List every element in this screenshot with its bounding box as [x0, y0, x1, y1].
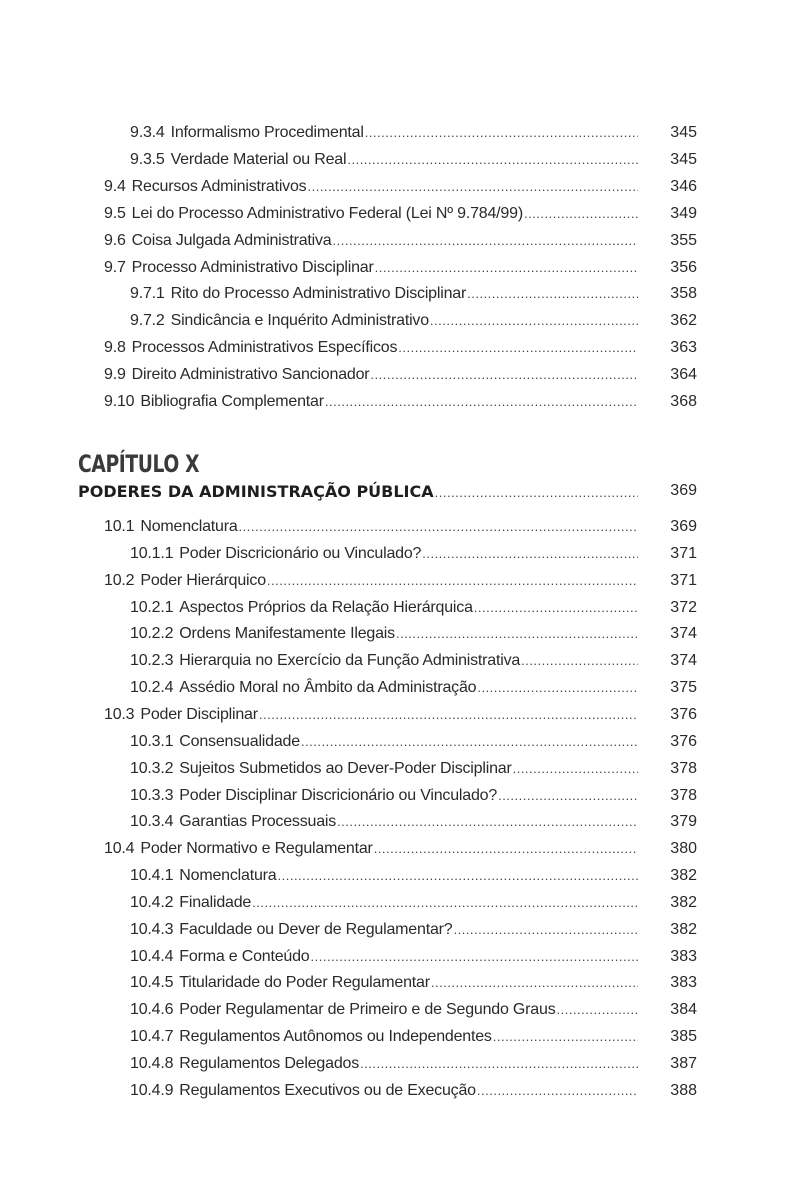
- toc-entry[interactable]: [130, 948, 638, 972]
- toc-entry-number: 10.4.3: [130, 920, 174, 938]
- toc-entry-page-number: 376: [670, 705, 697, 723]
- toc-entry[interactable]: [130, 974, 638, 998]
- toc-entry-text: [130, 867, 277, 885]
- toc-entry[interactable]: [130, 625, 638, 649]
- toc-entry[interactable]: [130, 124, 638, 148]
- toc-entry-number: 9.6: [104, 231, 126, 249]
- toc-entry-title: Finalidade: [179, 893, 252, 911]
- chapter-page-number: 369: [670, 482, 697, 499]
- toc-entry-number: 10.4.8: [130, 1055, 174, 1072]
- toc-entry[interactable]: [130, 921, 638, 945]
- toc-entry-number: 10.4.6: [130, 1001, 174, 1019]
- toc-entry[interactable]: [130, 1001, 638, 1025]
- leader-dots: [375, 260, 638, 275]
- toc-entry[interactable]: [130, 312, 638, 336]
- toc-entry-number: 9.8: [104, 339, 126, 357]
- toc-entry[interactable]: [130, 679, 638, 703]
- toc-entry-number: 10.4.2: [130, 893, 174, 911]
- toc-entry-text: [104, 339, 397, 357]
- toc-entry-title: Ordens Manifestamente Ilegais: [179, 625, 395, 643]
- toc-entry-number: 10.3.2: [130, 759, 174, 777]
- toc-entry-page-number: 371: [670, 571, 697, 589]
- toc-entry[interactable]: [104, 706, 638, 730]
- toc-entry-title: Aspectos Próprios da Relação Hierárquica: [179, 598, 473, 616]
- toc-entry-title: Rito do Processo Administrativo Disciplinar: [170, 285, 467, 303]
- leader-dots: [521, 653, 638, 668]
- toc-entry-page-number: 363: [670, 339, 697, 357]
- toc-entry-title: Bibliografia Complementar: [140, 393, 324, 410]
- leader-dots: [477, 680, 638, 695]
- leader-dots: [325, 394, 638, 409]
- toc-entry-number: 10.1: [104, 518, 135, 535]
- toc-entry-number: 10.4.1: [130, 867, 174, 885]
- leader-dots: [396, 626, 638, 641]
- toc-entry[interactable]: [130, 1028, 638, 1052]
- leader-dots: [365, 125, 638, 140]
- toc-entry-text: [130, 1082, 476, 1100]
- leader-dots: [453, 922, 638, 937]
- toc-entry-title: Forma e Conteúdo: [179, 947, 310, 965]
- toc-entry-page-number: 345: [670, 124, 697, 141]
- toc-entry-title: Nomenclatura: [140, 518, 238, 535]
- toc-entry[interactable]: [130, 760, 638, 784]
- toc-entry-title: Consensualidade: [179, 732, 300, 750]
- toc-entry-title: Sindicância e Inquérito Administrativo: [170, 312, 429, 330]
- toc-entry[interactable]: [130, 545, 638, 569]
- toc-entry-title: Processos Administrativos Específicos: [131, 339, 398, 357]
- toc-entry-title: Poder Normativo e Regulamentar: [140, 840, 373, 858]
- toc-entry-page-number: 345: [670, 150, 697, 168]
- toc-entry-page-number: 375: [670, 679, 697, 697]
- toc-entry-number: 9.7.2: [130, 312, 165, 330]
- toc-entry[interactable]: [130, 733, 638, 757]
- toc-entry-title: Hierarquia no Exercício da Função Administrativa: [179, 652, 521, 670]
- toc-entry-number: 9.3.4: [130, 124, 165, 141]
- toc-entry-text: [104, 178, 306, 196]
- toc-entry-title: Poder Disciplinar: [140, 705, 258, 723]
- toc-entry-text: [104, 259, 374, 277]
- toc-entry-title: Verdade Material ou Real: [170, 150, 347, 168]
- toc-entry[interactable]: [104, 339, 638, 363]
- toc-entry-page-number: 376: [670, 732, 697, 750]
- leader-dots: [333, 233, 639, 248]
- toc-entry-title: Regulamentos Executivos ou de Execução: [179, 1081, 476, 1099]
- toc-entry-number: 9.9: [104, 366, 126, 384]
- leader-dots: [524, 206, 638, 221]
- leader-dots: [477, 1083, 638, 1098]
- toc-entry-text: [130, 894, 251, 912]
- toc-entry-number: 10.3.1: [130, 732, 174, 750]
- toc-entry-number: 10.4.9: [130, 1081, 174, 1099]
- toc-entry-page-number: 374: [670, 652, 697, 670]
- toc-entry[interactable]: [104, 205, 638, 229]
- toc-entry-text: [104, 232, 332, 250]
- leader-dots: [307, 179, 638, 194]
- leader-dots: [374, 841, 638, 856]
- toc-entry[interactable]: [104, 572, 638, 596]
- toc-entry-number: 10.4.5: [130, 974, 174, 992]
- leader-dots: [474, 600, 638, 615]
- toc-entry-title: Titularidade do Poder Regulamentar: [179, 974, 430, 992]
- toc-entry-number: 10.3: [104, 705, 135, 723]
- toc-entry[interactable]: [130, 787, 638, 811]
- toc-entry-text: [104, 518, 238, 536]
- toc-entry-text: [130, 787, 497, 805]
- toc-entry-text: [130, 679, 476, 697]
- leader-dots: [252, 895, 638, 910]
- toc-entry-page-number: 364: [670, 366, 697, 384]
- toc-entry-page-number: 383: [670, 947, 697, 965]
- toc-entry-page-number: 346: [670, 177, 697, 195]
- toc-entry-text: [130, 652, 520, 670]
- leader-dots: [347, 152, 638, 167]
- toc-entry-title: Processo Administrativo Disciplinar: [131, 258, 374, 276]
- toc-entry-title: Coisa Julgada Administrativa: [131, 231, 332, 249]
- toc-entry-title: Poder Discricionário ou Vinculado?: [179, 544, 422, 562]
- leader-dots: [513, 761, 638, 776]
- toc-entry-page-number: 382: [670, 893, 697, 911]
- toc-entry-number: 10.4.4: [130, 947, 174, 965]
- toc-entry-number: 9.3.5: [130, 150, 165, 168]
- toc-entry-number: 10.4.7: [130, 1028, 174, 1046]
- toc-entry-number: 9.5: [104, 204, 126, 222]
- toc-entry-page-number: 385: [670, 1028, 697, 1046]
- toc-entry-title: Faculdade ou Dever de Regulamentar?: [179, 920, 453, 938]
- toc-entry-text: [130, 1028, 492, 1046]
- toc-entry-page-number: 362: [670, 312, 697, 330]
- toc-entry-page-number: 349: [670, 204, 697, 222]
- toc-entry-number: 10.2.1: [130, 598, 174, 616]
- toc-entry-text: [104, 393, 324, 411]
- leader-dots: [422, 546, 638, 561]
- toc-entry-text: [104, 366, 369, 384]
- leader-dots: [398, 340, 638, 355]
- toc-entry-title: Sujeitos Submetidos ao Dever-Poder Disciplinar: [179, 759, 512, 777]
- toc-entry-page-number: 384: [670, 1001, 697, 1019]
- toc-entry-text: [104, 840, 373, 858]
- toc-entry-number: 9.4: [104, 177, 126, 195]
- toc-entry-page-number: 383: [670, 974, 697, 992]
- toc-entry-page-number: 374: [670, 625, 697, 643]
- toc-entry[interactable]: [104, 366, 638, 390]
- toc-entry-page-number: 371: [670, 544, 697, 562]
- toc-entry-title: Nomenclatura: [179, 867, 277, 885]
- toc-entry-page-number: 379: [670, 813, 697, 831]
- toc-entry-page-number: 358: [670, 285, 697, 303]
- toc-entry[interactable]: [104, 178, 638, 202]
- leader-dots: [557, 1002, 639, 1017]
- toc-entry[interactable]: [130, 151, 638, 175]
- toc-entry[interactable]: [104, 518, 638, 542]
- toc-entry-page-number: 372: [670, 598, 697, 616]
- leader-dots: [467, 286, 638, 301]
- toc-entry-title: Informalismo Procedimental: [170, 124, 364, 141]
- leader-dots: [435, 485, 638, 500]
- toc-entry-text: [130, 312, 429, 330]
- toc-entry-title: Regulamentos Autônomos ou Independentes: [179, 1028, 492, 1046]
- toc-entry-number: 10.2: [104, 571, 135, 589]
- toc-entry-text: [130, 760, 512, 778]
- toc-entry-title: Poder Regulamentar de Primeiro e de Segundo Graus: [179, 1001, 556, 1019]
- toc-entry-number: 9.10: [104, 393, 135, 410]
- toc-entry-text: [130, 625, 395, 643]
- toc-entry[interactable]: [130, 652, 638, 676]
- toc-entry-number: 10.3.4: [130, 813, 174, 831]
- toc-entry-text: [130, 974, 430, 992]
- toc-entry-number: 10.4: [104, 840, 135, 858]
- toc-entry-text: [130, 285, 466, 303]
- chapter-label: CAPÍTULO X: [78, 450, 200, 478]
- toc-entry-text: [104, 706, 258, 724]
- toc-entry-page-number: 378: [670, 759, 697, 777]
- toc-entry-number: 10.2.2: [130, 625, 174, 643]
- toc-entry-text: [130, 1055, 359, 1073]
- leader-dots: [311, 949, 638, 964]
- leader-dots: [430, 313, 638, 328]
- toc-entry-page-number: 378: [670, 786, 697, 804]
- toc-entry[interactable]: [130, 813, 638, 837]
- toc-entry-number: 10.2.4: [130, 679, 174, 697]
- toc-entry-text: [130, 948, 310, 966]
- toc-entry-page-number: 387: [670, 1055, 697, 1072]
- leader-dots: [431, 975, 638, 990]
- leader-dots: [337, 814, 638, 829]
- leader-dots: [498, 788, 638, 803]
- toc-entry-text: [130, 599, 473, 617]
- toc-entry-title: Garantias Processuais: [179, 813, 337, 831]
- chapter-title-entry[interactable]: [78, 482, 638, 506]
- toc-entry[interactable]: [104, 393, 638, 417]
- toc-entry-number: 10.2.3: [130, 652, 174, 670]
- toc-entry-page-number: 382: [670, 867, 697, 885]
- toc-entry-number: 9.7.1: [130, 285, 165, 303]
- toc-entry[interactable]: [130, 894, 638, 918]
- toc-entry-text: [104, 205, 523, 223]
- toc-entry-text: [130, 151, 346, 169]
- leader-dots: [301, 734, 638, 749]
- toc-entry-page-number: 380: [670, 840, 697, 858]
- leader-dots: [259, 707, 638, 722]
- toc-entry-title: Direito Administrativo Sancionador: [131, 366, 370, 384]
- leader-dots: [278, 868, 639, 883]
- toc-entry-text: [130, 921, 452, 939]
- toc-entry-number: 10.3.3: [130, 786, 174, 804]
- toc-entry[interactable]: [130, 1055, 638, 1079]
- toc-entry-page-number: 388: [670, 1081, 697, 1099]
- toc-entry-title: Poder Disciplinar Discricionário ou Vinculado?: [179, 786, 498, 804]
- toc-entry-number: 9.7: [104, 258, 126, 276]
- chapter-title: PODERES DA ADMINISTRAÇÃO PÚBLICA: [78, 482, 434, 501]
- leader-dots: [239, 519, 638, 534]
- toc-entry[interactable]: [130, 285, 638, 309]
- toc-entry[interactable]: [104, 232, 638, 256]
- toc-entry[interactable]: [130, 867, 638, 891]
- leader-dots: [370, 367, 638, 382]
- leader-dots: [267, 573, 638, 588]
- leader-dots: [360, 1056, 638, 1071]
- toc-entry[interactable]: [104, 840, 638, 864]
- leader-dots: [493, 1029, 638, 1044]
- toc-entry-page-number: 382: [670, 920, 697, 938]
- toc-entry[interactable]: [130, 1082, 638, 1106]
- toc-entry-title: Lei do Processo Administrativo Federal (Lei Nº 9.784/99): [131, 204, 523, 222]
- toc-entry-text: [104, 572, 266, 590]
- toc-entry-text: [130, 1001, 556, 1019]
- toc-entry-title: Regulamentos Delegados: [179, 1055, 360, 1072]
- toc-entry[interactable]: [104, 259, 638, 283]
- toc-entry-title: Assédio Moral no Âmbito da Administração: [179, 679, 477, 697]
- toc-entry-text: [130, 545, 421, 563]
- toc-entry-page-number: 356: [670, 258, 697, 276]
- toc-entry-text: [130, 124, 364, 142]
- toc-entry-title: Poder Hierárquico: [140, 571, 266, 589]
- toc-entry-text: [130, 813, 336, 831]
- toc-entry-title: Recursos Administrativos: [131, 177, 307, 195]
- toc-entry-number: 10.1.1: [130, 544, 174, 562]
- toc-entry-page-number: 368: [670, 393, 697, 410]
- toc-entry-text: [130, 733, 300, 751]
- toc-entry-page-number: 355: [670, 231, 697, 249]
- toc-entry-page-number: 369: [670, 518, 697, 535]
- toc-entry[interactable]: [130, 599, 638, 623]
